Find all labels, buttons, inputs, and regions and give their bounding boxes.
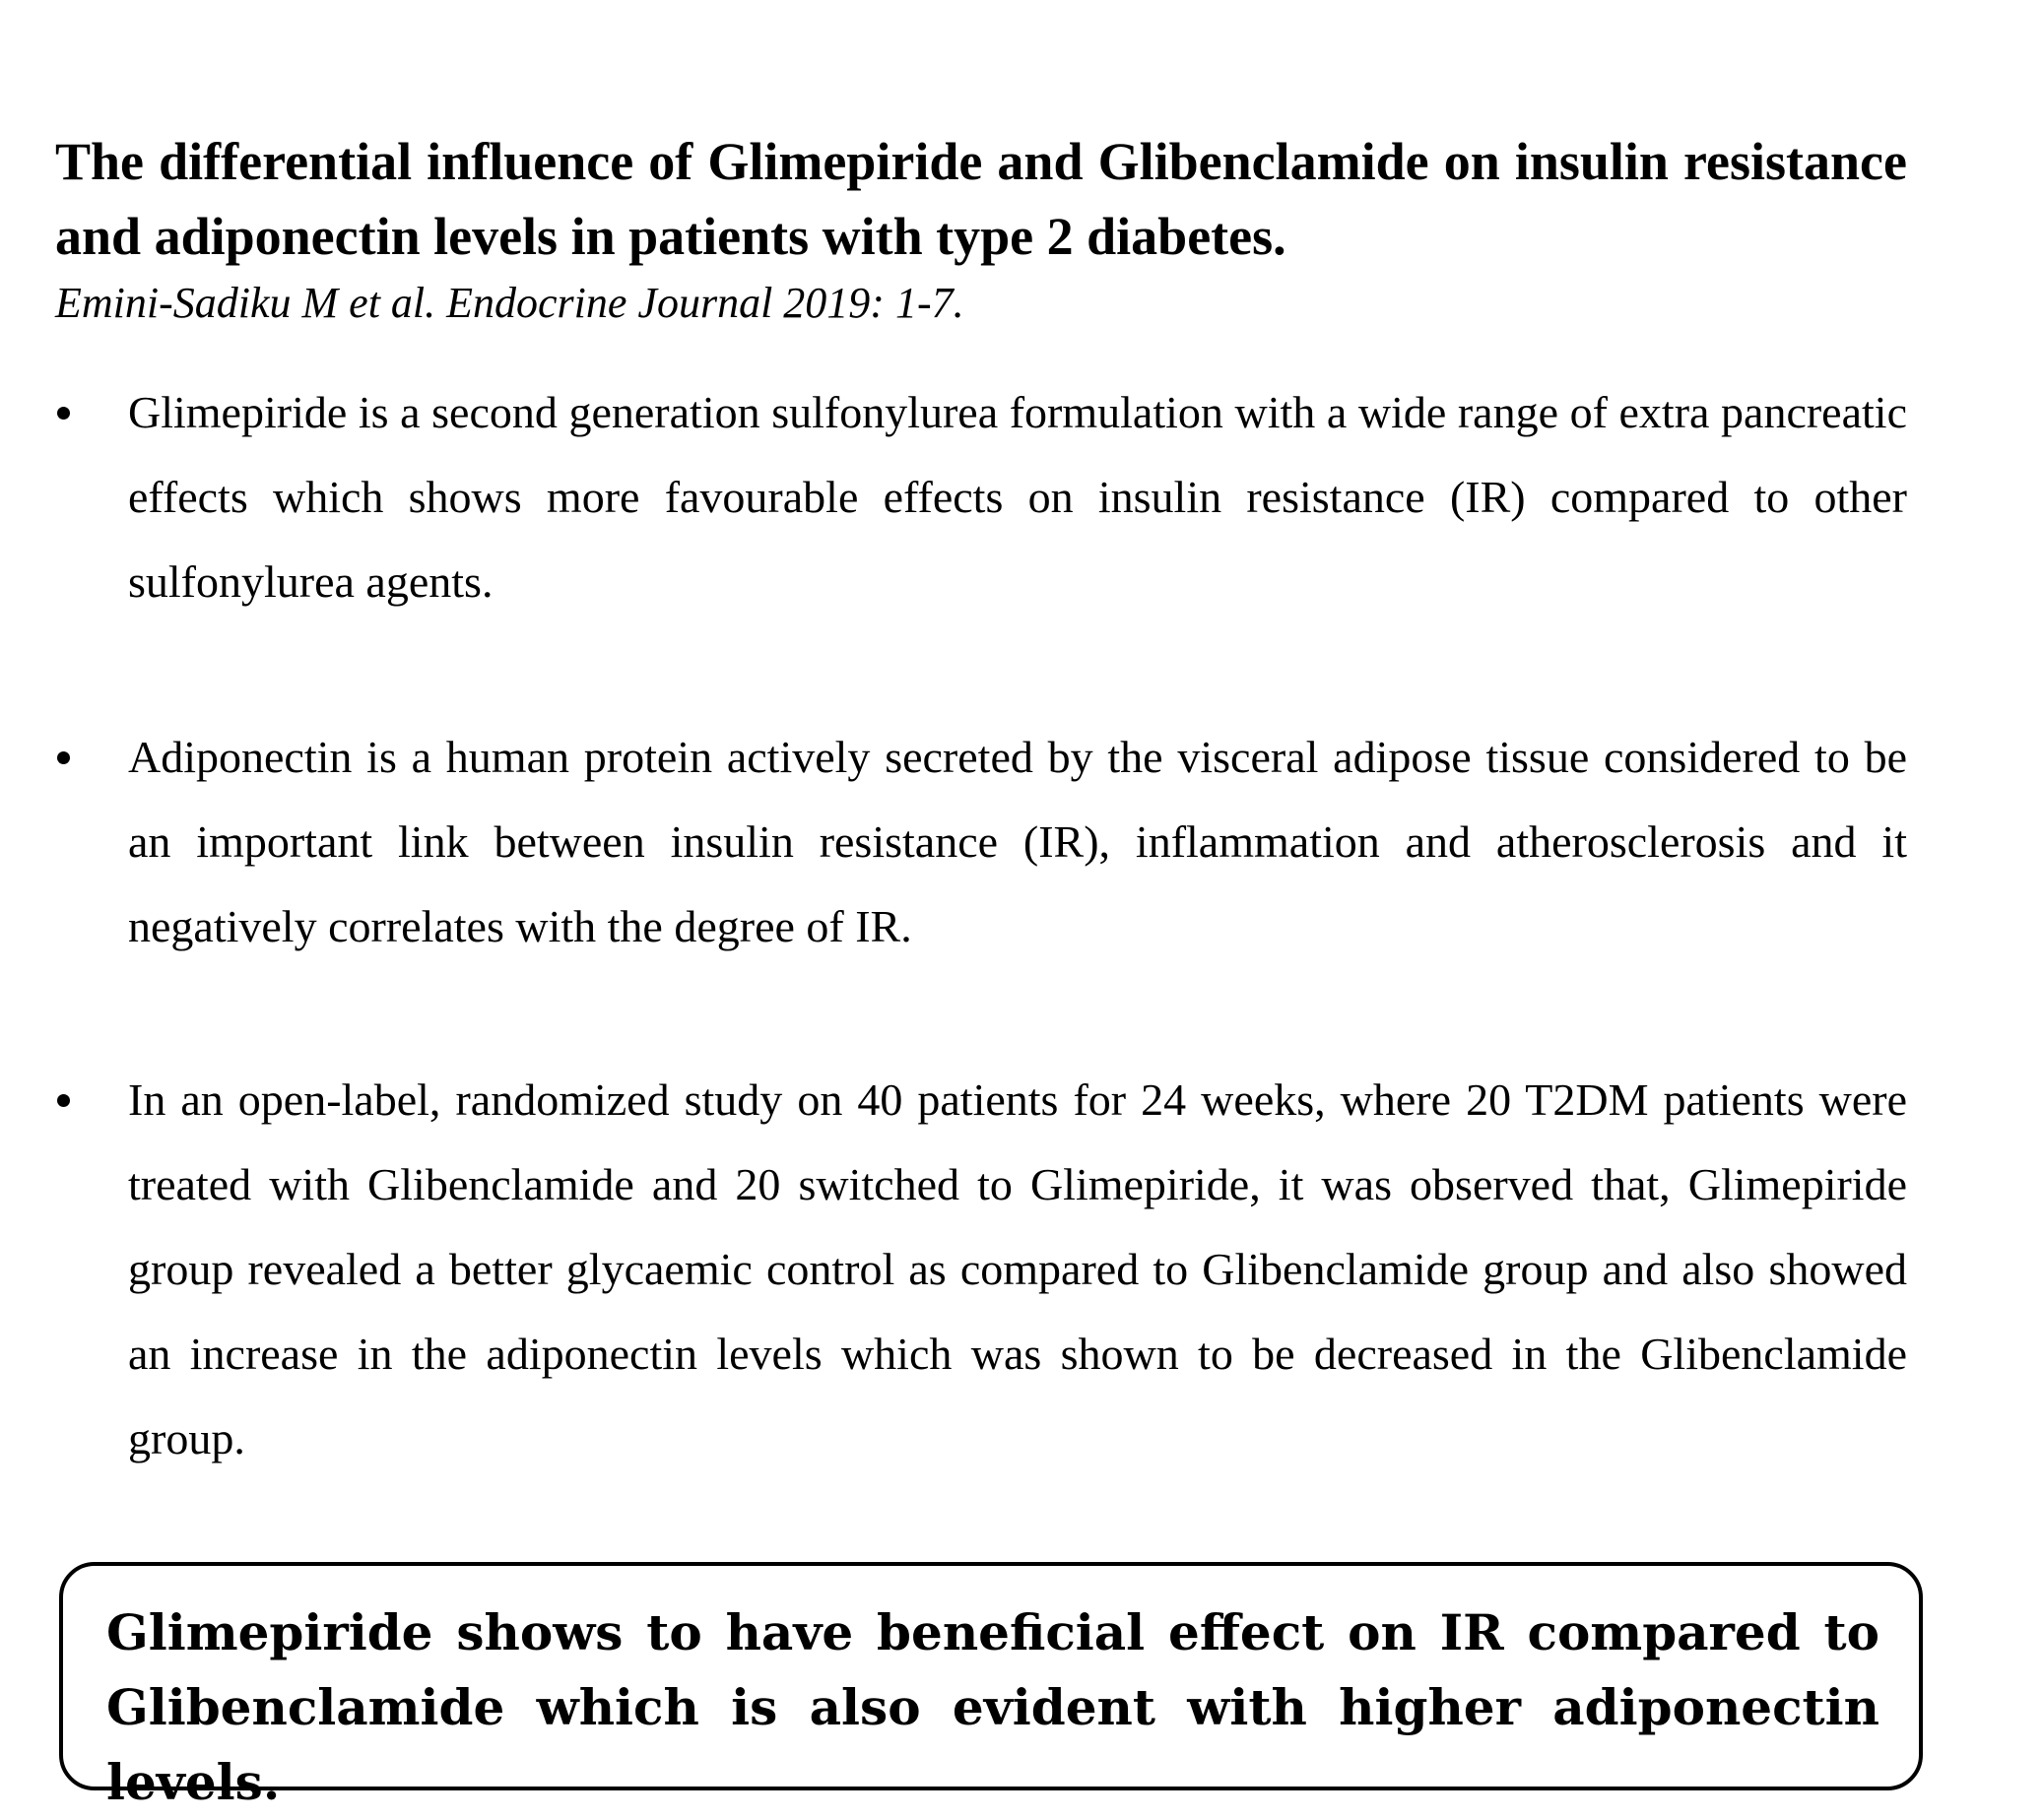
bullet-icon <box>57 751 70 764</box>
list-item <box>55 370 1907 624</box>
bullet-text: Adiponectin is a human protein actively secreted by the visceral adipose tissue considered to be an important link between insulin resistance (IR), inflammation and atherosclerosis and it negatively correlates with the degree of IR. <box>128 732 1907 951</box>
bullet-icon <box>57 1094 70 1107</box>
paper-citation: Emini-Sadiku M et al. Endocrine Journal 2019: 1-7. <box>55 279 964 327</box>
list-item <box>55 1058 1907 1481</box>
list-item <box>55 715 1907 969</box>
conclusion-text: Glimepiride shows to have beneficial effect on IR compared to Glibenclamide which is also evident with higher adiponectin levels. <box>106 1603 1879 1811</box>
conclusion-box <box>59 1562 1923 1811</box>
paper-title: The differential influence of Glimepiride and Glibenclamide on insulin resistance and adiponectin levels in patients with type 2 diabetes. <box>55 132 1907 266</box>
bullet-text: In an open-label, randomized study on 40 patients for 24 weeks, where 20 T2DM patients were treated with Glibenclamide and 20 switched to Glimepiride, it was observed that, Glimepiride group revealed a better glycaemic control as compared to Glibenclamide group and also showed an increase in the adiponectin levels which was shown to be decreased in the Glibenclamide group. <box>128 1074 1907 1463</box>
bullet-text: Glimepiride is a second generation sulfonylurea formulation with a wide range of extra pancreatic effects which shows more favourable effects on insulin resistance (IR) compared to other sulfonylurea agents. <box>128 387 1907 607</box>
bullet-icon <box>57 407 70 420</box>
